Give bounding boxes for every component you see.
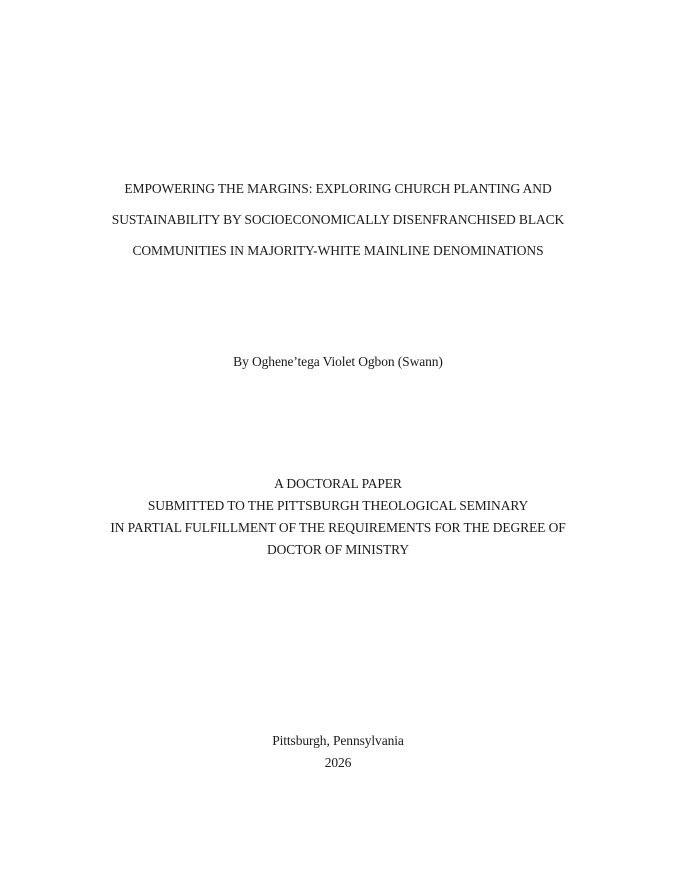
- author-line: By Oghene’tega Violet Ogbon (Swann): [233, 354, 443, 369]
- submission-line-4: DOCTOR OF MINISTRY: [267, 542, 409, 557]
- title-line-3: COMMUNITIES IN MAJORITY-WHITE MAINLINE DENOMINATIONS: [132, 243, 544, 258]
- submission-line-2: SUBMITTED TO THE PITTSBURGH THEOLOGICAL SEMINARY: [147, 498, 529, 513]
- year-line: 2026: [324, 755, 352, 770]
- title-line-1: EMPOWERING THE MARGINS: EXPLORING CHURCH PLANTING AND: [124, 181, 552, 196]
- submission-line-1: A DOCTORAL PAPER: [274, 476, 402, 491]
- location-line: Pittsburgh, Pennsylvania: [272, 733, 404, 748]
- submission-line-3: IN PARTIAL FULFILLMENT OF THE REQUIREMENTS FOR THE DEGREE OF: [110, 520, 566, 535]
- title-line-2: SUSTAINABILITY BY SOCIOECONOMICALLY DISENFRANCHISED BLACK: [111, 212, 565, 227]
